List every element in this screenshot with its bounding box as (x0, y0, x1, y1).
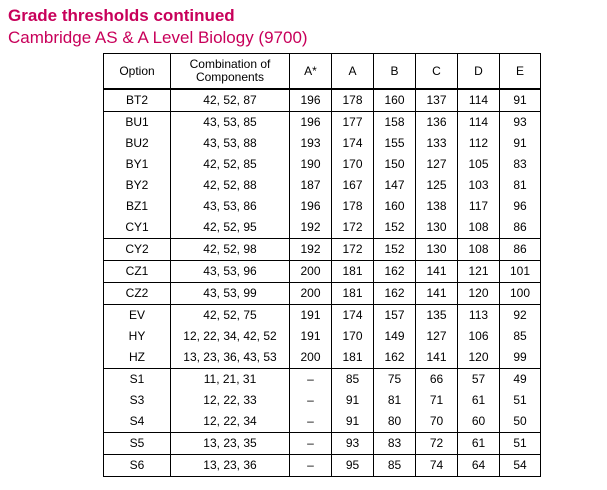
a-cell: 91 (332, 390, 374, 411)
b-cell: 149 (374, 326, 416, 347)
a-cell: 172 (332, 239, 374, 261)
header-e: E (500, 54, 541, 90)
d-cell: 64 (458, 455, 500, 477)
a-cell: 178 (332, 196, 374, 217)
table-row (104, 411, 541, 433)
e-cell: 91 (500, 133, 541, 154)
c-cell: 72 (416, 433, 458, 455)
a-star-cell: 200 (290, 283, 332, 305)
b-cell: 157 (374, 305, 416, 327)
table-row (104, 283, 541, 305)
table-row (104, 133, 541, 154)
option-cell: CZ1 (104, 261, 171, 283)
a-cell: 181 (332, 347, 374, 369)
c-cell: 141 (416, 261, 458, 283)
a-cell: 177 (332, 112, 374, 134)
c-cell: 125 (416, 175, 458, 196)
combination-cell: 13, 23, 35 (171, 433, 290, 455)
a-star-cell: 196 (290, 89, 332, 112)
combination-cell: 42, 52, 88 (171, 175, 290, 196)
b-cell: 162 (374, 347, 416, 369)
combination-cell: 12, 22, 33 (171, 390, 290, 411)
table-row (104, 369, 541, 391)
page-title: Grade thresholds continued (8, 6, 235, 25)
combination-cell: 12, 22, 34, 42, 52 (171, 326, 290, 347)
c-cell: 138 (416, 196, 458, 217)
a-star-cell: 193 (290, 133, 332, 154)
option-cell: BZ1 (104, 196, 171, 217)
d-cell: 57 (458, 369, 500, 391)
a-star-cell: 191 (290, 326, 332, 347)
b-cell: 150 (374, 154, 416, 175)
e-cell: 92 (500, 305, 541, 327)
combination-cell: 43, 53, 99 (171, 283, 290, 305)
combination-cell: 12, 22, 34 (171, 411, 290, 433)
e-cell: 81 (500, 175, 541, 196)
table-row (104, 455, 541, 477)
c-cell: 141 (416, 283, 458, 305)
header-combination (171, 54, 290, 90)
a-cell: 181 (332, 261, 374, 283)
a-star-cell: 200 (290, 261, 332, 283)
combination-cell: 11, 21, 31 (171, 369, 290, 391)
option-cell: HZ (104, 347, 171, 369)
combination-cell: 43, 53, 86 (171, 196, 290, 217)
combination-cell: 42, 52, 98 (171, 239, 290, 261)
a-star-cell: 196 (290, 196, 332, 217)
combination-cell: 43, 53, 96 (171, 261, 290, 283)
a-star-cell: 187 (290, 175, 332, 196)
d-cell: 112 (458, 133, 500, 154)
c-cell: 127 (416, 154, 458, 175)
header-combination-line1: Combination of (189, 57, 271, 71)
option-cell: HY (104, 326, 171, 347)
c-cell: 137 (416, 89, 458, 112)
a-cell: 178 (332, 89, 374, 112)
a-cell: 172 (332, 217, 374, 239)
a-cell: 170 (332, 326, 374, 347)
a-star-cell: – (290, 433, 332, 455)
c-cell: 136 (416, 112, 458, 134)
e-cell: 91 (500, 89, 541, 112)
d-cell: 103 (458, 175, 500, 196)
d-cell: 114 (458, 89, 500, 112)
table-header-row (104, 54, 541, 90)
e-cell: 100 (500, 283, 541, 305)
combination-cell: 13, 23, 36 (171, 455, 290, 477)
a-cell: 85 (332, 369, 374, 391)
header-a-star: A* (290, 54, 332, 90)
combination-cell: 42, 52, 85 (171, 154, 290, 175)
b-cell: 162 (374, 261, 416, 283)
c-cell: 66 (416, 369, 458, 391)
b-cell: 75 (374, 369, 416, 391)
table-row (104, 326, 541, 347)
a-star-cell: 191 (290, 305, 332, 327)
combination-cell: 42, 52, 95 (171, 217, 290, 239)
header-option: Option (104, 54, 171, 90)
e-cell: 85 (500, 326, 541, 347)
option-cell: BU2 (104, 133, 171, 154)
e-cell: 86 (500, 217, 541, 239)
e-cell: 86 (500, 239, 541, 261)
d-cell: 120 (458, 347, 500, 369)
a-star-cell: 190 (290, 154, 332, 175)
header-a: A (332, 54, 374, 90)
a-star-cell: – (290, 390, 332, 411)
table-row (104, 347, 541, 369)
c-cell: 141 (416, 347, 458, 369)
e-cell: 49 (500, 369, 541, 391)
grade-thresholds-table (103, 53, 541, 477)
a-star-cell: – (290, 411, 332, 433)
option-cell: BY2 (104, 175, 171, 196)
d-cell: 106 (458, 326, 500, 347)
option-cell: BY1 (104, 154, 171, 175)
d-cell: 61 (458, 433, 500, 455)
option-cell: S4 (104, 411, 171, 433)
option-cell: S3 (104, 390, 171, 411)
option-cell: S5 (104, 433, 171, 455)
a-star-cell: 192 (290, 239, 332, 261)
a-star-cell: – (290, 369, 332, 391)
e-cell: 83 (500, 154, 541, 175)
a-star-cell: 192 (290, 217, 332, 239)
d-cell: 117 (458, 196, 500, 217)
option-cell: EV (104, 305, 171, 327)
b-cell: 152 (374, 239, 416, 261)
table-row (104, 390, 541, 411)
d-cell: 108 (458, 239, 500, 261)
option-cell: CZ2 (104, 283, 171, 305)
option-cell: CY2 (104, 239, 171, 261)
combination-cell: 43, 53, 88 (171, 133, 290, 154)
d-cell: 108 (458, 217, 500, 239)
d-cell: 60 (458, 411, 500, 433)
b-cell: 147 (374, 175, 416, 196)
a-cell: 95 (332, 455, 374, 477)
b-cell: 81 (374, 390, 416, 411)
d-cell: 121 (458, 261, 500, 283)
a-cell: 93 (332, 433, 374, 455)
a-star-cell: 200 (290, 347, 332, 369)
c-cell: 133 (416, 133, 458, 154)
c-cell: 74 (416, 455, 458, 477)
b-cell: 85 (374, 455, 416, 477)
a-star-cell: – (290, 455, 332, 477)
header-d: D (458, 54, 500, 90)
e-cell: 54 (500, 455, 541, 477)
table-row (104, 217, 541, 239)
d-cell: 114 (458, 112, 500, 134)
a-cell: 174 (332, 305, 374, 327)
b-cell: 160 (374, 89, 416, 112)
e-cell: 51 (500, 390, 541, 411)
table-row (104, 112, 541, 134)
e-cell: 93 (500, 112, 541, 134)
e-cell: 101 (500, 261, 541, 283)
a-cell: 91 (332, 411, 374, 433)
header-combination-line2: Components (195, 70, 265, 84)
b-cell: 160 (374, 196, 416, 217)
b-cell: 152 (374, 217, 416, 239)
combination-cell: 13, 23, 36, 43, 53 (171, 347, 290, 369)
table-row (104, 89, 541, 112)
b-cell: 83 (374, 433, 416, 455)
a-cell: 167 (332, 175, 374, 196)
c-cell: 70 (416, 411, 458, 433)
d-cell: 120 (458, 283, 500, 305)
table-row (104, 305, 541, 327)
option-cell: CY1 (104, 217, 171, 239)
d-cell: 105 (458, 154, 500, 175)
option-cell: BT2 (104, 89, 171, 112)
table-row (104, 196, 541, 217)
table-row (104, 239, 541, 261)
a-star-cell: 196 (290, 112, 332, 134)
header-b: B (374, 54, 416, 90)
d-cell: 113 (458, 305, 500, 327)
option-cell: BU1 (104, 112, 171, 134)
table-row (104, 154, 541, 175)
b-cell: 162 (374, 283, 416, 305)
c-cell: 130 (416, 217, 458, 239)
e-cell: 50 (500, 411, 541, 433)
c-cell: 127 (416, 326, 458, 347)
combination-cell: 42, 52, 75 (171, 305, 290, 327)
b-cell: 155 (374, 133, 416, 154)
b-cell: 80 (374, 411, 416, 433)
header-c: C (416, 54, 458, 90)
table-row (104, 261, 541, 283)
table-row (104, 175, 541, 196)
e-cell: 96 (500, 196, 541, 217)
c-cell: 71 (416, 390, 458, 411)
b-cell: 158 (374, 112, 416, 134)
combination-cell: 42, 52, 87 (171, 89, 290, 112)
option-cell: S6 (104, 455, 171, 477)
e-cell: 99 (500, 347, 541, 369)
table-body (104, 89, 541, 477)
table-row (104, 433, 541, 455)
a-cell: 174 (332, 133, 374, 154)
c-cell: 135 (416, 305, 458, 327)
c-cell: 130 (416, 239, 458, 261)
e-cell: 51 (500, 433, 541, 455)
page-subtitle: Cambridge AS & A Level Biology (9700) (8, 28, 308, 47)
option-cell: S1 (104, 369, 171, 391)
a-cell: 170 (332, 154, 374, 175)
a-cell: 181 (332, 283, 374, 305)
combination-cell: 43, 53, 85 (171, 112, 290, 134)
d-cell: 61 (458, 390, 500, 411)
